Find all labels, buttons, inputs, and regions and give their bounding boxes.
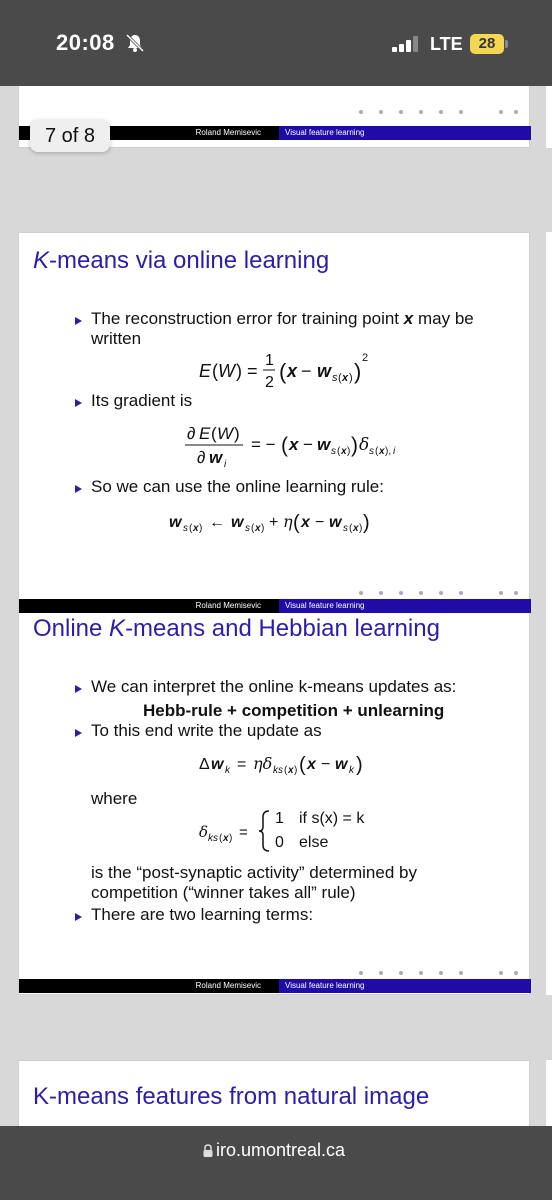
svg-text:= −: = −: [251, 435, 276, 454]
title-rest: -means and Hebbian learning: [125, 615, 440, 642]
svg-text:−: −: [321, 756, 331, 773]
status-time: 20:08: [56, 30, 115, 55]
svg-text:): ): [354, 359, 362, 384]
pdf-viewer[interactable]: [0, 86, 552, 1126]
case-one-condition: if s(x) = k: [299, 810, 365, 827]
svg-text:−: −: [301, 361, 312, 381]
svg-text:−: −: [315, 514, 325, 531]
hebb-emphasis: Hebb-rule + competition + unlearning: [143, 701, 445, 720]
svg-text:w: w: [317, 435, 331, 454]
url-text[interactable]: iro.umontreal.ca: [216, 1140, 346, 1160]
footer-title: Visual feature learning: [279, 599, 531, 613]
svg-text:): ): [234, 424, 240, 443]
post-synaptic-line1: is the “post-synaptic activity” determined by: [91, 863, 417, 882]
svg-text:←: ←: [209, 514, 225, 531]
svg-text:x: x: [193, 523, 199, 534]
svg-text:(: (: [279, 359, 287, 384]
signal-icon: [392, 36, 422, 52]
case-one-value: 1: [275, 810, 284, 827]
bullet-reconstruction-line2: written: [91, 329, 142, 348]
slide-footer: [19, 979, 529, 993]
svg-text:w: w: [169, 514, 182, 531]
bullet-marker: [75, 399, 82, 407]
svg-text:Δ: Δ: [199, 756, 210, 773]
equation-reconstruction-error: [199, 345, 399, 395]
svg-text:(: (: [375, 446, 379, 457]
svg-text:w: w: [209, 448, 223, 467]
url-bar[interactable]: [0, 1126, 552, 1200]
svg-text:): ): [347, 446, 351, 457]
equation-update: [199, 747, 399, 783]
slide-title: K-means features from natural image: [33, 1083, 430, 1110]
svg-text:x: x: [301, 514, 310, 531]
svg-text:∂: ∂: [197, 448, 206, 467]
side-slide-edge: [546, 232, 552, 614]
svg-text:δ: δ: [359, 435, 370, 455]
footer-author: Roland Memisevic: [195, 981, 261, 990]
bullet-gradient: Its gradient is: [91, 391, 193, 410]
svg-text:x: x: [353, 523, 359, 534]
svg-text:): ): [229, 833, 233, 844]
svg-text:w: w: [211, 756, 224, 773]
svg-text:ηδ: ηδ: [253, 754, 273, 773]
slide-footer: [19, 599, 529, 613]
footer-title: Visual feature learning: [279, 126, 531, 140]
svg-text:x: x: [341, 446, 347, 457]
battery-tip: [505, 40, 508, 48]
svg-text:x: x: [379, 446, 385, 457]
svg-text:x: x: [255, 523, 261, 534]
slide-title: [33, 247, 329, 275]
svg-text:x: x: [288, 765, 294, 776]
title-prefix: Online: [33, 615, 110, 642]
svg-text:x: x: [223, 833, 229, 844]
svg-text:(: (: [293, 512, 300, 534]
where-label: where: [91, 789, 138, 808]
side-slide-edge: [546, 86, 552, 148]
svg-text:s: s: [331, 446, 336, 457]
svg-text:): ): [359, 523, 363, 534]
svg-text:(: (: [251, 523, 255, 534]
svg-text:(: (: [338, 372, 342, 384]
bullet-marker: [75, 485, 82, 493]
svg-text:(: (: [189, 523, 193, 534]
beamer-nav-icons: [351, 108, 521, 116]
slide-hebbian: [18, 613, 530, 995]
svg-text:η: η: [283, 512, 293, 531]
svg-text:(: (: [281, 434, 288, 457]
svg-text:(: (: [212, 361, 218, 381]
svg-text:(: (: [211, 424, 217, 443]
equation-gradient: [179, 417, 419, 473]
svg-text:W: W: [217, 424, 234, 443]
svg-text:−: −: [303, 435, 313, 454]
svg-text:(: (: [299, 754, 306, 776]
svg-text:i: i: [393, 446, 396, 457]
svg-text:∂: ∂: [187, 424, 196, 443]
svg-text:i: i: [224, 459, 227, 470]
svg-text:ks: ks: [208, 833, 218, 844]
svg-text:1: 1: [265, 352, 274, 369]
svg-text:w: w: [329, 514, 342, 531]
title-k: K: [33, 247, 50, 274]
bullet-marker: [75, 729, 82, 737]
beamer-nav-icons: [351, 589, 521, 597]
svg-text:): ): [199, 523, 203, 534]
svg-text:k: k: [225, 765, 230, 776]
svg-text:w: w: [317, 361, 332, 381]
svg-text:): ): [363, 512, 370, 534]
beamer-nav-icons: [351, 969, 521, 977]
svg-text:(: (: [337, 446, 341, 457]
equation-online-rule: [169, 505, 409, 541]
bullet-interpret: We can interpret the online k-means updates as:: [91, 677, 457, 696]
bullet-two-terms: There are two learning terms:: [91, 905, 314, 924]
footer-author: Roland Memisevic: [195, 601, 261, 610]
footer-title: Visual feature learning: [279, 979, 531, 993]
svg-text:) =: ) =: [236, 361, 258, 381]
svg-text:(: (: [284, 765, 288, 776]
svg-text:2: 2: [265, 374, 274, 391]
svg-text:): ): [349, 372, 353, 384]
svg-text:W: W: [218, 361, 235, 381]
network-type: LTE: [430, 34, 463, 54]
slide-title: [33, 615, 440, 643]
svg-text:x: x: [287, 361, 298, 381]
svg-text:s: s: [245, 523, 250, 534]
svg-text:s: s: [183, 523, 188, 534]
bullet-write-update: To this end write the update as: [91, 721, 322, 740]
battery-icon: 28: [470, 34, 504, 54]
svg-text:w: w: [335, 756, 348, 773]
svg-text:x: x: [307, 756, 316, 773]
post-synaptic-line2: competition (“winner takes all” rule): [91, 883, 356, 902]
svg-text:k: k: [349, 765, 354, 776]
svg-text:s: s: [343, 523, 348, 534]
side-slide-edge: [546, 613, 552, 995]
svg-text:=: =: [239, 824, 248, 841]
svg-text:+: +: [269, 514, 279, 531]
bullet-reconstruction: The reconstruction error for training point x may be: [91, 309, 474, 328]
bullet-online-rule: So we can use the online learning rule:: [91, 477, 384, 496]
svg-text:),: ),: [385, 446, 392, 457]
bullet-marker: [75, 685, 82, 693]
title-k: K: [109, 615, 126, 642]
svg-text:E: E: [199, 361, 212, 381]
svg-text:w: w: [231, 514, 244, 531]
bullet-marker: [75, 913, 82, 921]
bell-slash-icon: [125, 33, 145, 53]
svg-text:): ): [356, 754, 363, 776]
svg-text:ks: ks: [273, 765, 283, 776]
svg-text:x: x: [289, 435, 299, 454]
svg-text:=: =: [237, 756, 247, 773]
case-two-condition: else: [299, 834, 329, 851]
svg-text:x: x: [342, 372, 349, 384]
bullet-marker: [75, 317, 82, 325]
svg-text:(: (: [219, 833, 223, 844]
equation-delta-label: [199, 819, 259, 849]
footer-author: Roland Memisevic: [195, 128, 261, 137]
lock-icon: [202, 1144, 214, 1158]
svg-text:): ): [294, 765, 298, 776]
svg-text:δ: δ: [199, 823, 209, 841]
slide-kmeans-online: [18, 232, 530, 614]
case-two-value: 0: [275, 834, 284, 851]
title-rest: -means via online learning: [49, 247, 330, 274]
svg-text:s: s: [369, 446, 374, 457]
status-bar: [0, 0, 552, 86]
page-indicator: 7 of 8: [30, 120, 110, 152]
svg-text:(: (: [349, 523, 353, 534]
svg-text:): ): [351, 434, 358, 457]
svg-text:E: E: [199, 424, 211, 443]
brace-icon: [259, 809, 271, 853]
svg-text:s: s: [332, 372, 338, 384]
svg-text:2: 2: [362, 352, 369, 364]
svg-text:): ): [261, 523, 265, 534]
